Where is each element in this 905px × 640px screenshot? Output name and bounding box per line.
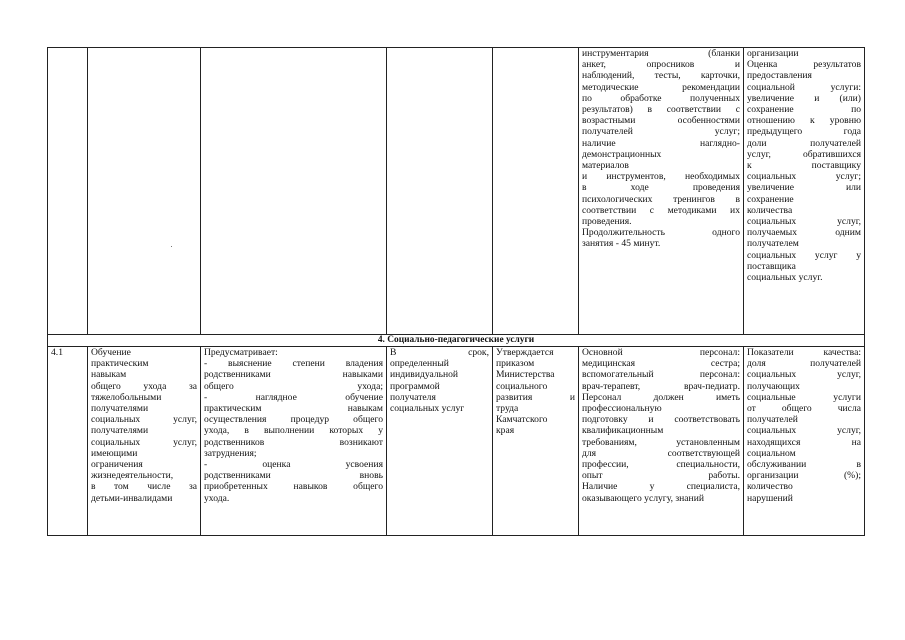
text-line: медицинская сестра; [582, 358, 740, 370]
number-cell [48, 48, 88, 335]
text-line: доля получателей [747, 358, 861, 370]
text-line: Оценка результатов [747, 59, 861, 71]
text-line: ограничения [91, 459, 143, 471]
text-line: края [496, 425, 515, 437]
text-line: увеличение или [747, 182, 861, 194]
conditions-cell [579, 347, 744, 536]
text-line: количество [747, 481, 793, 493]
text-line: социальных услуг, [91, 436, 197, 448]
text-line: социальных услуг, [747, 425, 861, 437]
text-line: Камчатского [496, 414, 548, 426]
text-line: организации (%); [747, 470, 861, 482]
text-line: затруднения; [204, 447, 257, 459]
text-line: определенный [390, 358, 449, 370]
text-line: социальных услуг, [747, 369, 861, 381]
services-table [47, 47, 865, 536]
text-line: общего ухода; [204, 380, 383, 392]
text-line: психологических тренингов в [582, 193, 740, 205]
text-line: от общего числа [747, 403, 861, 415]
number-cell: 4.1 [48, 347, 88, 536]
text-line: получателей [747, 414, 798, 426]
text-line: родственниками вновь [204, 470, 383, 482]
text-line: методические рекомендации [582, 81, 740, 93]
term-cell [387, 48, 493, 335]
quality-text [747, 48, 861, 283]
text-line: - оценка усвоения [204, 459, 383, 471]
text-line: программой [390, 380, 440, 392]
text-line: оказывающего услугу, знаний [582, 492, 704, 504]
text-line: профессиональную [582, 403, 662, 415]
text-line: Наличие у специалиста, [582, 481, 740, 493]
text-line: квалификационным [582, 425, 664, 437]
quality-cell [744, 48, 865, 335]
scan-speck [171, 246, 172, 247]
text-line: к поставщику [747, 160, 861, 172]
description-cell [201, 347, 387, 536]
text-line: индивидуальной [390, 369, 459, 381]
text-line: отношению к уровню [747, 115, 861, 127]
text-line: требованиям, установленным [582, 436, 740, 448]
service-term-text [390, 347, 489, 414]
service-quality-text [747, 347, 861, 504]
text-line: увеличение и (или) [747, 92, 861, 104]
text-line: социальных услуг, [747, 216, 861, 228]
text-line: получателя [390, 391, 436, 403]
text-line: Персонал должен иметь [582, 391, 740, 403]
text-line: сохранение по [747, 104, 861, 116]
text-line: ухода. [204, 492, 230, 504]
text-line: тяжелобольными [91, 391, 162, 403]
text-line: инструментария (бланки [582, 48, 740, 59]
text-line: труда [496, 403, 519, 415]
text-line: и инструментов, необходимых [582, 171, 740, 183]
text-line: Утверждается [496, 347, 554, 358]
text-line: количества [747, 204, 793, 216]
text-line: социальных услуг у [747, 249, 861, 261]
text-line: социальных услуг, [91, 414, 197, 426]
text-line: сохранение [747, 193, 794, 205]
text-line: в том числе за [91, 481, 197, 493]
text-line: врач-терапевт, врач-педиатр. [582, 380, 740, 392]
service-name-text [91, 347, 197, 504]
text-line: социальном [747, 447, 796, 459]
text-line: предыдущего года [747, 126, 861, 138]
text-line: профессии, специальности, [582, 459, 740, 471]
tariff-cell [493, 347, 579, 536]
text-line: анкет, опросников и [582, 59, 740, 71]
text-line: в ходе проведения [582, 182, 740, 194]
text-line: доли получателей [747, 137, 861, 149]
text-line: Основной персонал: [582, 347, 740, 358]
text-line: получающих [747, 380, 800, 392]
conditions-text [582, 48, 740, 250]
text-line: Предусматривает: [204, 347, 278, 358]
text-line: практическим [91, 358, 149, 370]
text-line: опыт работы. [582, 470, 740, 482]
table-row [48, 48, 865, 335]
text-line: родственников возникают [204, 436, 383, 448]
text-line: социального [496, 380, 548, 392]
service-description-text [204, 347, 383, 504]
text-line: результатов) в соответствии с [582, 104, 740, 116]
text-line: осуществления процедур общего [204, 414, 383, 426]
text-line: практическим навыкам [204, 403, 383, 415]
text-line: имеющими [91, 447, 138, 459]
text-line: - наглядное обучение [204, 391, 383, 403]
text-line: для соответствующей [582, 447, 740, 459]
text-line: получаемых одним [747, 227, 861, 239]
text-line: развития и [496, 391, 575, 403]
text-line: организации [747, 48, 799, 59]
description-cell [201, 48, 387, 335]
text-line: Показатели качества: [747, 347, 861, 358]
text-line: - выяснение степени владения [204, 358, 383, 370]
text-line: социальные услуги [747, 391, 861, 403]
service-conditions-text [582, 347, 740, 504]
text-line: материалов [582, 160, 629, 172]
text-line: получателем [747, 238, 799, 250]
text-line: обслуживании в [747, 459, 861, 471]
text-line: предоставления [747, 70, 812, 82]
text-line: нарушений [747, 492, 793, 504]
name-cell [88, 48, 201, 335]
service-tariff-text [496, 347, 575, 437]
text-line: навыкам [91, 369, 127, 381]
text-line: демонстрационных [582, 148, 662, 160]
text-line: Министерства [496, 369, 555, 381]
text-line: ухода, в выполнении которых у [204, 425, 383, 437]
section-row [48, 335, 865, 347]
table-row [48, 347, 865, 536]
section-title: 4. Социально-педагогические услуги [48, 335, 865, 347]
text-line: социальной услуги: [747, 81, 861, 93]
text-line: социальных услуг; [747, 171, 861, 183]
text-line: общего ухода за [91, 380, 197, 392]
text-line: получателей услуг; [582, 126, 740, 138]
text-line: Продолжительность одного [582, 227, 740, 239]
text-line: родственниками навыками [204, 369, 383, 381]
text-line: услуг, обратившихся [747, 148, 861, 160]
text-line: наличие наглядно- [582, 137, 740, 149]
text-line: наблюдений, тесты, карточки, [582, 70, 740, 82]
text-line: соответствии с методиками их [582, 204, 740, 216]
conditions-cell [579, 48, 744, 335]
text-line: получателями [91, 425, 149, 437]
text-line: подготовку и соответствовать [582, 414, 740, 426]
quality-cell [744, 347, 865, 536]
text-line: по обработке полученных [582, 92, 740, 104]
text-line: Обучение [91, 347, 131, 358]
tariff-cell [493, 48, 579, 335]
text-line: получателями [91, 403, 149, 415]
text-line: вспомогательный персонал: [582, 369, 740, 381]
text-line: социальных услуг. [747, 272, 823, 284]
text-line: поставщика [747, 260, 796, 272]
text-line: приобретенных навыков общего [204, 481, 383, 493]
text-line: жизнедеятельности, [91, 470, 174, 482]
term-cell [387, 347, 493, 536]
text-line: проведения. [582, 216, 632, 228]
name-cell [88, 347, 201, 536]
text-line: находящихся на [747, 436, 861, 448]
text-line: занятия - 45 минут. [582, 238, 661, 250]
text-line: детьми-инвалидами [91, 492, 173, 504]
text-line: возрастными особенностями [582, 115, 740, 127]
text-line: приказом [496, 358, 535, 370]
text-line: В срок, [390, 347, 489, 358]
text-line: социальных услуг [390, 403, 465, 415]
